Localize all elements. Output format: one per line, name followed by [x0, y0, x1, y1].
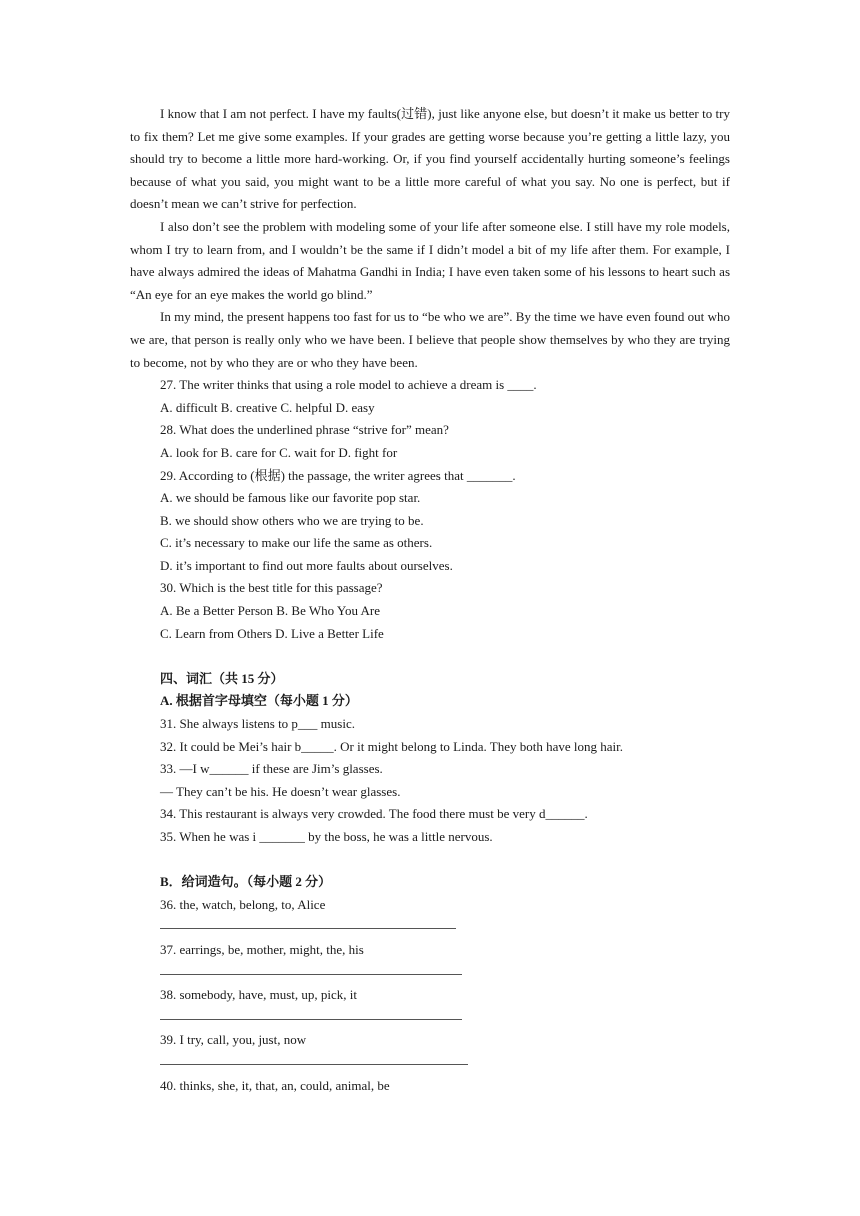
question-30-options-cd: C. Learn from Others D. Live a Better Life	[160, 625, 384, 641]
question-27-options: A. difficult B. creative C. helpful D. easy	[160, 399, 375, 415]
question-28-options: A. look for B. care for C. wait for D. fight for	[160, 444, 398, 460]
question-29-option-b: B. we should show others who we are trying to be.	[160, 512, 424, 528]
reading-paragraph: I know that I am not perfect. I have my faults(过错), just like anyone else, but doesn’t it make us better to try to fix them? Let me give some examples. If your grades are getting worse because you’re getting a little lazy, you should try to become a little more hard-working. Or, if you find yourself accidentally hurting someone’s feelings because of what you said, you might want to be a little more careful of what you say. No one is perfect, but if doesn’t mean we can’t strive for perfection.	[130, 106, 730, 212]
question-30: 30. Which is the best title for this passage?	[160, 580, 383, 596]
question-33: 33. —I w______ if these are Jim’s glasses.	[160, 761, 383, 777]
question-37: 37. earrings, be, mother, might, the, his	[160, 941, 364, 957]
question-29: 29. According to (根据) the passage, the writer agrees that _______.	[160, 467, 516, 483]
question-28: 28. What does the underlined phrase “strive for” mean?	[160, 422, 449, 438]
question-31: 31. She always listens to p___ music.	[160, 716, 355, 732]
answer-line-39[interactable]	[130, 1052, 730, 1075]
question-40: 40. thinks, she, it, that, an, could, animal, be	[160, 1077, 390, 1093]
part-b-heading: B．给词造句。（每小题 2 分）	[160, 874, 332, 890]
question-36: 36. the, watch, belong, to, Alice	[160, 896, 326, 912]
question-29-option-a: A. we should be famous like our favorite pop star.	[160, 490, 421, 506]
part-a-heading: A. 根据首字母填空（每小题 1 分）	[160, 693, 358, 709]
question-38: 38. somebody, have, must, up, pick, it	[160, 987, 358, 1003]
question-35: 35. When he was i _______ by the boss, he was a little nervous.	[160, 829, 493, 844]
question-30-options-ab: A. Be a Better Person B. Be Who You Are	[160, 603, 381, 619]
reading-paragraph: I also don’t see the problem with modeling some of your life after someone else. I still have my role models, whom I try to learn from, and I wouldn’t be the same if I didn’t model a bit of my life after them. For example, I have always admired the ideas of Mahatma Gandhi in India; I have even taken some of his lessons to heart such as “An eye for an eye makes the world go blind.”	[130, 218, 730, 302]
vocab-section-heading: 四、词汇（共 15 分）	[160, 670, 284, 686]
question-32: 32. It could be Mei’s hair b_____. Or it might belong to Linda. They both have long hair.	[160, 738, 623, 754]
question-29-option-c: C. it’s necessary to make our life the same as others.	[160, 535, 433, 551]
answer-line-37[interactable]	[130, 962, 730, 985]
question-29-option-d: D. it’s important to find out more faults about ourselves.	[160, 557, 453, 573]
answer-line-38[interactable]	[130, 1007, 730, 1030]
answer-line-36[interactable]	[130, 916, 730, 939]
question-33-reply: — They can’t be his. He doesn’t wear glasses.	[160, 783, 401, 799]
question-27: 27. The writer thinks that using a role model to achieve a dream is ____.	[160, 377, 537, 393]
exam-page	[130, 103, 730, 1097]
reading-paragraph: In my mind, the present happens too fast for us to “be who we are”. By the time we have even found out who we are, that person is really only who we have been. I believe that people show themselves by who they are trying to become, not by who they are or who they have been.	[130, 309, 730, 370]
question-34: 34. This restaurant is always very crowded. The food there must be very d______.	[160, 806, 588, 822]
question-39: 39. I try, call, you, just, now	[160, 1032, 307, 1048]
